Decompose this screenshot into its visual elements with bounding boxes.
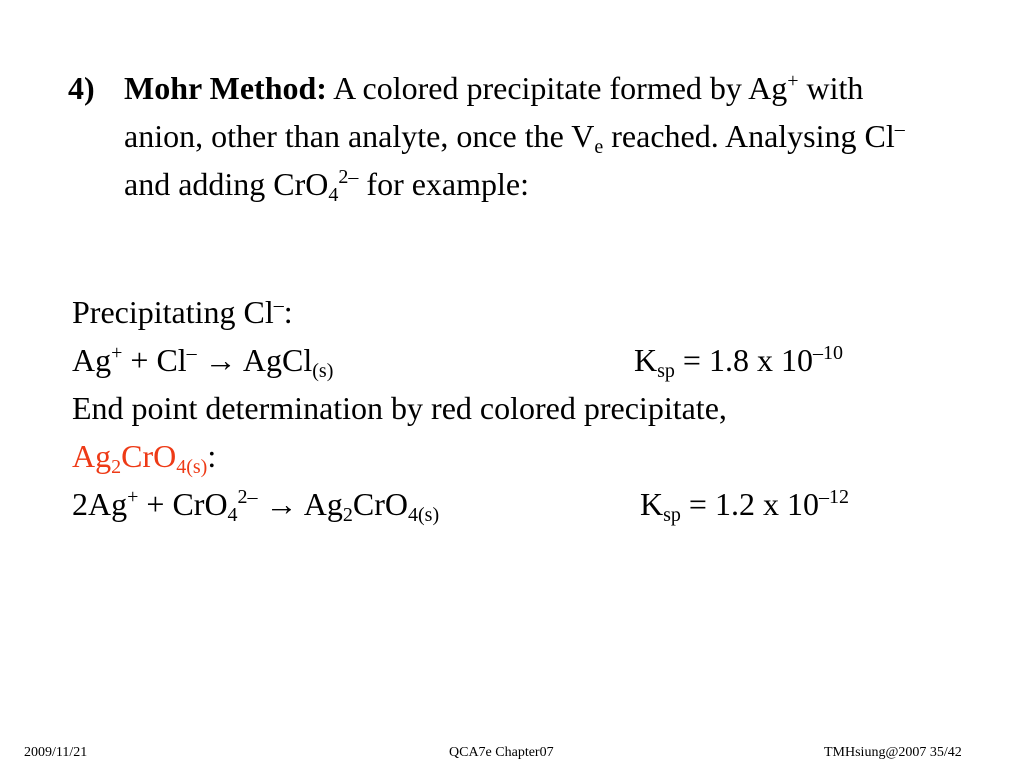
precipitating-charge: – [273, 294, 284, 316]
eq1-product: → AgCl [196, 342, 313, 378]
ve-subscript: e [594, 136, 604, 158]
eq2-ag: 2Ag [72, 486, 128, 522]
equation-ag2cro4-reaction [72, 480, 439, 528]
ksp-ag2cro4 [640, 480, 849, 528]
ag2cro4-line [72, 432, 972, 480]
eq2-cro: + CrO [138, 486, 228, 522]
cl-charge: – [894, 118, 905, 140]
eq2-product-ag: → Ag [257, 486, 343, 522]
intro-text-4: and adding CrO [124, 166, 329, 202]
red-ag-sub: 2 [111, 456, 122, 478]
ksp-ag2cro4-value: = 1.2 x 10 [680, 486, 819, 522]
intro-text-5: for example: [358, 166, 529, 202]
ksp-agcl [634, 336, 843, 384]
footer-course: QCA7e Chapter07 [449, 745, 554, 760]
ag-charge: + [787, 70, 799, 92]
precipitating-colon: : [283, 294, 293, 330]
ksp-ag2cro4-k: K [640, 486, 664, 522]
equation-agcl [72, 336, 972, 384]
eq1-ag-charge: + [111, 342, 123, 364]
ksp-agcl-value: = 1.8 x 10 [674, 342, 813, 378]
slide-footer [0, 743, 1024, 763]
equation-block [72, 288, 972, 528]
red-colon: : [207, 438, 217, 474]
intro-text-3: reached. Analysing Cl [603, 118, 895, 154]
equation-agcl-reaction [72, 336, 333, 384]
mohr-method-point [68, 64, 928, 208]
footer-credit: TMHsiung@2007 35/42 [824, 745, 962, 760]
intro-text-1: A colored precipitate formed by Ag [326, 70, 788, 106]
point-body [124, 64, 928, 208]
eq2-ag-charge: + [127, 486, 139, 508]
ksp-agcl-sub: sp [657, 360, 675, 382]
eq2-product-state: 4(s) [408, 504, 440, 526]
equation-ag2cro4 [72, 480, 972, 528]
intro-text-2: with anion, other than analyte, once the V [124, 70, 864, 154]
precipitating-line [72, 288, 972, 336]
point-number: 4) [68, 70, 95, 106]
footer-date: 2009/11/21 [24, 745, 88, 760]
ksp-ag2cro4-sub: sp [663, 504, 681, 526]
eq2-cro-sub: 4 [227, 504, 238, 526]
eq1-cl: + Cl [122, 342, 187, 378]
red-cro: CrO [121, 438, 177, 474]
eq2-product-ag-sub: 2 [342, 504, 353, 526]
precipitating-label: Precipitating Cl [72, 294, 274, 330]
eq2-product-cro: CrO [352, 486, 408, 522]
red-ag: Ag [72, 438, 112, 474]
eq1-cl-charge: – [186, 342, 197, 364]
red-cro-sub: 4(s) [176, 456, 208, 478]
eq1-product-state: (s) [312, 360, 334, 382]
method-heading: Mohr Method: [124, 70, 327, 106]
endpoint-text: End point determination by red colored precipitate, [72, 390, 727, 426]
eq1-ag: Ag [72, 342, 112, 378]
eq2-cro-charge: 2– [237, 486, 258, 508]
ksp-ag2cro4-exponent: –12 [818, 486, 849, 508]
cro4-subscript: 4 [328, 184, 339, 206]
endpoint-line [72, 384, 972, 432]
ksp-agcl-k: K [634, 342, 658, 378]
red-precipitate [72, 438, 208, 478]
ksp-agcl-exponent: –10 [812, 342, 843, 364]
cro4-charge: 2– [338, 166, 359, 188]
